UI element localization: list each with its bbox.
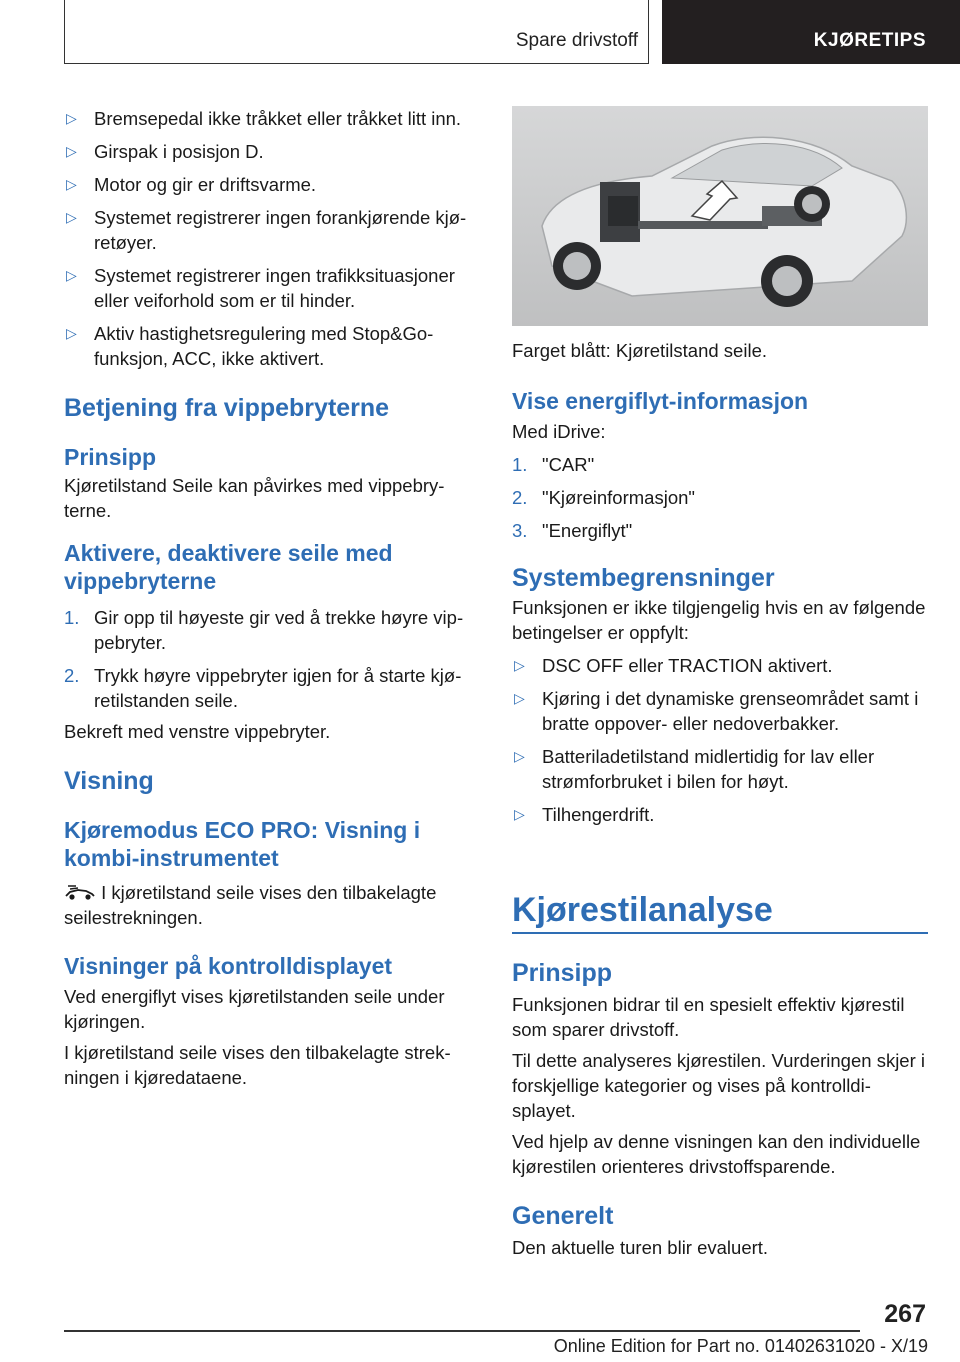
paragraph-system: Funksjonen er ikke tilgjengelig hvis en av følgende betingelser er oppfylt:: [512, 597, 926, 643]
list-item: ▷ Bremsepedal ikke tråkket eller tråkket litt inn.: [66, 108, 462, 129]
heading-vise-energiflyt: Vise energiflyt-informasjon: [512, 388, 809, 414]
heading-systembegrensninger: Systembegrensninger: [512, 564, 775, 592]
heading-prinsipp-right: Prinsipp: [512, 959, 613, 987]
triangle-bullet-icon: ▷: [514, 690, 525, 706]
triangle-bullet-icon: ▷: [66, 325, 77, 341]
heading-betjening: Betjening fra vippebryterne: [64, 394, 390, 422]
paragraph-prinsipp-right: Funksjonen bidrar til en spesielt effektiv kjørestil som sparer drivstoff.: [512, 994, 905, 1040]
list-item: ▷ Systemet registrerer ingen forankjørende kjøretøyer.: [66, 207, 467, 253]
list-item: ▷ Kjøring i det dynamiske grenseområdet samt i bratte oppover- eller nedoverbakker.: [514, 688, 919, 734]
heading-visninger: Visninger på kontrolldisplayet: [64, 953, 393, 979]
paragraph-generelt: Den aktuelle turen blir evaluert.: [512, 1237, 769, 1258]
header-chapter-tab: [662, 0, 960, 64]
list-item: ▷ Batteriladetilstand midlertidig for lav eller strømforbruket i bilen for høyt.: [514, 746, 875, 792]
image-caption: Farget blått: Kjøretilstand seile.: [512, 340, 767, 361]
paragraph-visninger-2: I kjøretilstand seile vises den tilbakelagte strekningen i kjøredataene.: [64, 1042, 451, 1088]
triangle-bullet-icon: ▷: [514, 657, 525, 673]
list-item: ▷ Motor og gir er driftsvarme.: [66, 174, 317, 195]
triangle-bullet-icon: ▷: [514, 748, 525, 764]
heading-prinsipp: Prinsipp: [64, 444, 157, 470]
paragraph-idrive: Med iDrive:: [512, 421, 606, 442]
heading-kjoremodus: Kjøremodus ECO PRO: Visning i kombi-instrumentet: [64, 817, 421, 871]
triangle-bullet-icon: ▷: [66, 267, 77, 283]
page-number: 267: [884, 1300, 926, 1328]
paragraph-prinsipp: Kjøretilstand Seile kan påvirkes med vippebryterne.: [64, 475, 445, 521]
paragraph-visninger-1: Ved energiflyt vises kjøretilstanden seile under kjøringen.: [64, 986, 445, 1032]
right-column-lower: [512, 958, 928, 1260]
header-section-title: Spare drivstoff: [515, 30, 638, 51]
list-item: ▷ Tilhengerdrift.: [514, 804, 655, 825]
triangle-bullet-icon: ▷: [514, 806, 525, 822]
heading-visning: Visning: [64, 767, 154, 795]
list-item: ▷ Girspak i posisjon D.: [66, 141, 264, 162]
paragraph-bekreft: Bekreft med venstre vippebryter.: [64, 721, 331, 742]
left-column: [64, 106, 480, 1090]
paragraph-kjoremodus: I kjøretilstand seile vises den tilbakelagte seilestrekningen.: [64, 882, 437, 928]
footer-rule: [64, 1330, 860, 1332]
heading-rule: [512, 932, 928, 934]
paragraph-hjelp: Ved hjelp av denne visningen kan den individuelle kjørestilen orienteres drivstoffsparende.: [512, 1131, 921, 1177]
sailing-car-icon: [64, 883, 96, 901]
chapter-title: KJØRETIPS: [813, 30, 926, 51]
triangle-bullet-icon: ▷: [66, 209, 77, 225]
list-item: ▷ Systemet registrerer ingen trafikksituasjoner eller veiforhold som er til hinder.: [66, 265, 455, 311]
triangle-bullet-icon: ▷: [66, 176, 77, 192]
triangle-bullet-icon: ▷: [66, 143, 77, 159]
numbered-step: 2. Trykk høyre vippebryter igjen for å starte kjøretilstanden seile.: [64, 665, 462, 711]
heading-aktivere: Aktivere, deaktivere seile med vippebryterne: [64, 540, 393, 594]
triangle-bullet-icon: ▷: [66, 110, 77, 126]
car-illustration: [512, 106, 928, 326]
heading-generelt: Generelt: [512, 1202, 614, 1230]
list-item: ▷ Aktiv hastighetsregulering med Stop&Go-funksjon, ACC, ikke aktivert.: [66, 323, 434, 369]
numbered-step: 1. Gir opp til høyeste gir ved å trekke høyre vippebryter.: [64, 607, 464, 653]
list-item: ▷ DSC OFF eller TRACTION aktivert.: [514, 655, 833, 676]
numbered-step: 1. "CAR": [512, 454, 595, 475]
footer-edition: Online Edition for Part no. 01402631020 - X/19: [553, 1336, 928, 1356]
paragraph-analyse: Til dette analyseres kjørestilen. Vurderingen skjer i forskjellige kategorier og vises på kontrolldisplayet.: [512, 1050, 925, 1121]
numbered-step: 2. "Kjøreinformasjon": [512, 487, 695, 508]
heading-kjorestilanalyse: Kjørestilanalyse: [512, 891, 773, 929]
car-drawing: [512, 106, 928, 326]
numbered-step: 3. "Energiflyt": [512, 520, 633, 541]
right-column: [512, 338, 928, 827]
